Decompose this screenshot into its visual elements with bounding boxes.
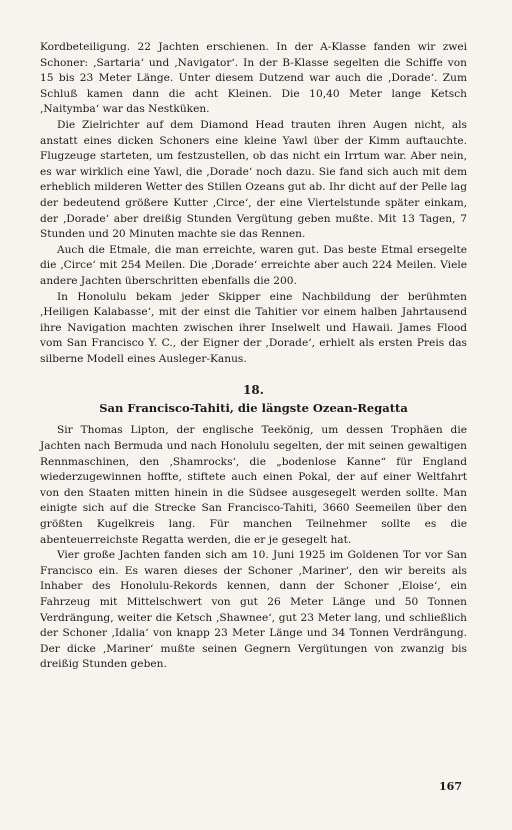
paragraph: Auch die Etmale, die man erreichte, waren gut. Das beste Etmal ersegelte die ‚Circe‘ mit 254 Meilen. Die ‚Dorade‘ erreichte aber auch 224 Meilen. Viele andere Jachten überschritten ebenfalls die 200. <box>40 243 467 287</box>
chapter-title: San Francisco-Tahiti, die längste Ozean-Regatta <box>99 401 408 416</box>
page-number: 167 <box>439 780 462 793</box>
paragraph: Sir Thomas Lipton, der englische Teekönig, um dessen Trophäen die Jachten nach Bermuda und nach Honolulu segelten, der mit seinen gewaltigen Rennmaschinen, den ‚Shamrocks‘, die „bodenlose Kanne“ für England wiederzugewinnen hoffte, stiftete auch einen Pokal, der auf einer Weltfahrt von den Staaten mitten hinein in die Südsee ausgesegelt werden sollte. Man einigte sich auf die Strecke San Francisco-Tahiti, 3660 Seemeilen über den größten Kugelkreis lang. Für manchen Teilnehmer sollte es die abenteuerreichste Regatta werden, die er je gesegelt hat. <box>40 424 467 546</box>
chapter-number: 18. <box>243 383 264 398</box>
paragraph: Vier große Jachten fanden sich am 10. Juni 1925 im Goldenen Tor vor San Francisco ein. Es waren dieses der Schoner ‚Mariner‘, den wir bereits als Inhaber des Honolulu-Rekords kennen, dann der Schoner ‚Eloise‘, ein Fahrzeug mit Mittelschwert von gut 26 Meter Länge und 50 Tonnen Verdrängung, weiter die Ketsch ‚Shawnee‘, gut 23 Meter lang, und schließlich der Schoner ‚Idalia‘ von knapp 23 Meter Länge und 34 Tonnen Verdrängung. Der dicke ‚Mariner‘ mußte seinen Gegnern Vergütungen von zwanzig bis dreißig Stunden geben. <box>40 549 467 671</box>
paragraph: Kordbeteiligung. 22 Jachten erschienen. In der A-Klasse fanden wir zwei Schoner: ‚Sartaria‘ und ‚Navigator‘. In der B-Klasse segelten die Schiffe von 15 bis 23 Meter Länge. Unter diesem Dutzend war auch die ‚Dorade‘. Zum Schluß kamen dann die acht Kleinen. Die 10,40 Meter lange Ketsch ‚Naitymba‘ war das Nestküken. <box>40 41 467 116</box>
paragraph: In Honolulu bekam jeder Skipper eine Nachbildung der berühmten ‚Heiligen Kalabasse‘, mit der einst die Tahitier vor einem halben Jahrtausend ihre Navigation machten zwischen ihrer Inselwelt und Hawaii. James Flood vom San Francisco Y. C., der Eigner der ‚Dorade‘, erhielt als ersten Preis das silberne Modell eines Ausleger-Kanus. <box>40 290 467 365</box>
paragraph: Die Zielrichter auf dem Diamond Head trauten ihren Augen nicht, als anstatt eines dicken Schoners eine kleine Yawl über der Kimm auftauchte. Flugzeuge starteten, um festzustellen, ob das nicht ein Irrtum war. Aber nein, es war wirklich eine Yawl, die ‚Dorade‘ noch dazu. Sie fand sich auch mit dem erheblich milderen Wetter des Stillen Ozeans gut ab. Ihr dicht auf der Pelle lag der bedeutend größere Kutter ‚Circe‘, der eine Viertelstunde später einkam, der ‚Dorade‘ aber dreißig Stunden Vergütung geben mußte. Mit 13 Tagen, 7 Stunden und 20 Minuten machte sie das Rennen. <box>40 118 467 241</box>
